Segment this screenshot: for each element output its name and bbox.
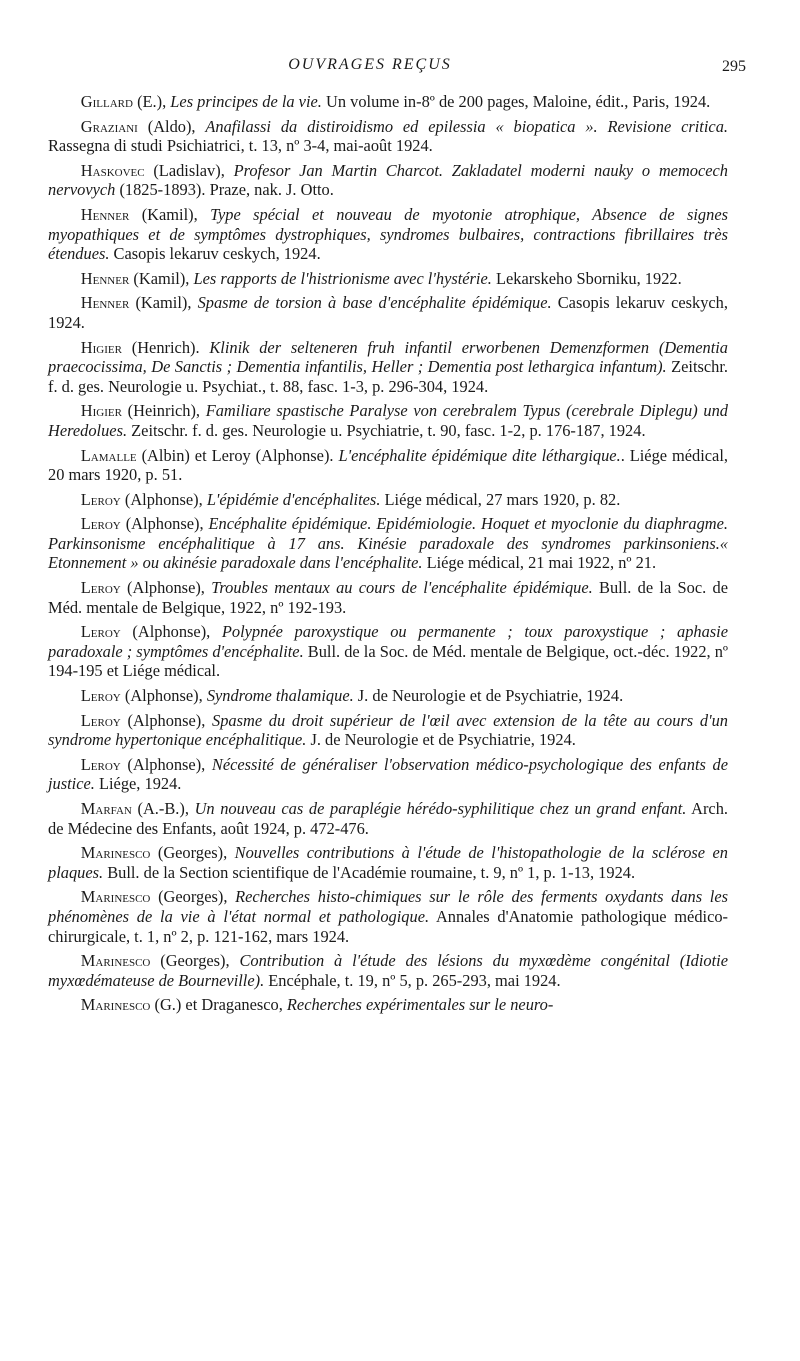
entry-author: Marinesco xyxy=(80,843,151,863)
entry-author: Marinesco xyxy=(80,887,151,907)
entry-author-details: (Heinrich), xyxy=(121,401,206,421)
entry-author: Marinesco xyxy=(80,951,151,971)
entry-title: Klinik der selteneren fruh infantil erworbenen Demenzformen (Dementia praecocissima, De Sanctis ; Dementia infantilis, Heller ; Dementia post lethargica infantum). xyxy=(48,337,729,377)
entry-author-details: (Alphonse), xyxy=(120,686,207,706)
bibliography-entry xyxy=(48,161,728,200)
entry-author-details: (E.), xyxy=(132,92,171,111)
entry-author: Marfan xyxy=(80,799,132,818)
entry-author-details: (Alphonse), xyxy=(120,578,212,598)
bibliography-entry xyxy=(48,490,728,510)
entry-publication: Rassegna di studi Psichiatrici, t. 13, nº 3-4, mai-août 1924. xyxy=(48,136,433,156)
entry-title: L'épidémie d'encéphalites. xyxy=(206,489,381,509)
bibliography-entry xyxy=(48,117,728,156)
entry-author: Gillard xyxy=(80,92,133,111)
entry-author: Higier xyxy=(80,401,122,421)
bibliography-entry xyxy=(48,401,728,440)
entry-author: Higier xyxy=(80,337,122,357)
entry-author-details: (Kamil), xyxy=(129,204,211,224)
entry-author: Leroy xyxy=(80,489,121,509)
entry-publication: Zeitschr. f. d. ges. Neurologie u. Psychiatrie, t. 90, fasc. 1-2, p. 176-187, 1924. xyxy=(127,420,646,440)
bibliography-entry xyxy=(48,622,728,681)
entry-publication: J. de Neurologie et de Psychiatrie, 1924. xyxy=(353,686,624,706)
entry-title: Un nouveau cas de paraplégie hérédo-syphilitique chez un grand enfant. xyxy=(194,799,687,818)
entry-title: Anafilassi da distiroidismo ed epilessia « biopatica ». Revisione critica. xyxy=(205,116,728,136)
bibliography-entry xyxy=(48,446,728,485)
bibliography-entry xyxy=(48,799,728,838)
entry-publication: J. de Neurologie et de Psychiatrie, 1924. xyxy=(306,730,576,750)
entry-author: Graziani xyxy=(80,116,138,136)
entry-author-details: (Alphonse), xyxy=(120,710,213,730)
bibliography-entry xyxy=(48,338,728,397)
entry-author-details: (Georges), xyxy=(150,887,236,907)
entry-title: L'encéphalite épidémique dite léthargique. xyxy=(338,445,621,465)
entry-publication: Lekarskeho Sborniku, 1922. xyxy=(491,268,682,288)
entry-author-details: (Kamil), xyxy=(129,293,198,313)
entry-title: Encéphalite épidémique. Epidémiologie. Hoquet et myoclonie du diaphragme. Parkinsonisme encéphalitique à 17 ans. Kinésie paradoxale des syndromes parkinsoniens.« Etonnement » ou akinésie paradoxale dans l'encéphalite. xyxy=(48,514,728,573)
entry-publication: Encéphale, t. 19, nº 5, p. 265-293, mai 1924. xyxy=(264,970,561,990)
entry-author: Leroy xyxy=(80,622,121,642)
bibliography-entry xyxy=(48,205,728,264)
entry-author: Haskovec xyxy=(80,160,145,180)
entry-publication: Casopis lekaruv ceskych, 1924. xyxy=(48,293,728,332)
entry-publication: Liége, 1924. xyxy=(94,774,182,794)
entry-author: Leroy xyxy=(80,686,121,706)
entry-author: Lamalle xyxy=(80,445,137,465)
entry-title: Troubles mentaux au cours de l'encéphalite épidémique. xyxy=(211,578,593,598)
entry-author: Leroy xyxy=(80,578,121,598)
entry-title: Contribution à l'étude des lésions du myxœdème congénital (Idiotie myxœdémateuse de Bourneville). xyxy=(48,951,728,990)
bibliography-entry xyxy=(48,887,728,946)
entry-author-details: (Georges), xyxy=(150,843,235,863)
entry-publication: Bull. de la Section scientifique de l'Académie roumaine, t. 9, nº 1, p. 1-13, 1924. xyxy=(103,862,636,882)
page-number: 295 xyxy=(722,58,746,75)
entry-publication: Liége médical, 21 mai 1922, nº 21. xyxy=(422,553,657,573)
entry-author: Marinesco xyxy=(80,995,151,1015)
entry-title: Spasme du droit supérieur de l'œil avec extension de la tête au cours d'un syndrome hypertonique encéphalitique. xyxy=(48,710,728,750)
entry-author-details: (Ladislav), xyxy=(144,160,234,180)
entry-author-details: (Alphonse), xyxy=(120,622,222,642)
bibliography-entry xyxy=(48,951,728,990)
entry-author: Leroy xyxy=(80,514,121,534)
bibliography-list xyxy=(48,92,728,1020)
bibliography-entry xyxy=(48,293,728,332)
page-header xyxy=(0,56,800,82)
bibliography-entry xyxy=(48,843,728,882)
entry-author-details: (Alphonse), xyxy=(120,514,209,534)
entry-publication: Un volume in-8º de 200 pages, Maloine, édit., Paris, 1924. xyxy=(321,92,711,111)
entry-publication: . Liége médical, 20 mars 1920, p. 51. xyxy=(48,445,728,485)
entry-title: Recherches expérimentales sur le neuro- xyxy=(286,995,554,1015)
bibliography-entry xyxy=(48,755,728,794)
entry-publication: Arch. de Médecine des Enfants, août 1924, p. 472-476. xyxy=(48,799,728,838)
entry-author: Henner xyxy=(80,268,130,288)
entry-title: Familiare spastische Paralyse von cerebralem Typus (cerebrale Diplegu) und Heredolues. xyxy=(48,401,728,440)
entry-title: Syndrome thalamique. xyxy=(206,686,354,706)
entry-title: Les principes de la vie. xyxy=(170,92,322,111)
entry-title: Spasme de torsion à base d'encéphalite épidémique. xyxy=(197,293,552,313)
entry-author: Henner xyxy=(80,293,130,313)
entry-publication: Bull. de la Soc. de Méd. mentale de Belgique, 1922, nº 192-193. xyxy=(48,578,728,617)
entry-title: Nécessité de généraliser l'observation médico-psychologique des enfants de justice. xyxy=(48,754,728,794)
bibliography-entry xyxy=(48,92,728,112)
entry-author: Leroy xyxy=(80,754,121,774)
entry-author-details: (Kamil), xyxy=(129,268,194,288)
entry-title: Les rapports de l'histrionisme avec l'hystérie. xyxy=(193,268,492,288)
entry-author: Leroy xyxy=(80,710,121,730)
entry-author-details: (Albin) et Leroy (Alphonse). xyxy=(136,445,339,465)
running-title: OUVRAGES REÇUS xyxy=(288,56,452,73)
entry-publication: Annales d'Anatomie pathologique médico-chirurgicale, t. 1, nº 2, p. 121-162, mars 1924. xyxy=(48,906,729,946)
entry-title: Profesor Jan Martin Charcot. Zakladatel moderni nauky o memocech nervovych xyxy=(48,160,728,200)
entry-publication: Bull. de la Soc. de Méd. mentale de Belgique, oct.-déc. 1922, nº 194-195 et Liége médical. xyxy=(48,641,728,681)
entry-author-details: (A.-B.), xyxy=(131,799,195,818)
entry-publication: (1825-1893). Praze, nak. J. Otto. xyxy=(115,180,334,200)
entry-author-details: (G.) et Draganesco, xyxy=(150,995,287,1015)
entry-publication: Zeitschr. f. d. ges. Neurologie u. Psychiat., t. 88, fasc. 1-3, p. 296-304, 1924. xyxy=(48,357,728,396)
entry-author-details: (Aldo), xyxy=(137,116,206,136)
entry-publication: Liége médical, 27 mars 1920, p. 82. xyxy=(380,489,621,509)
bibliography-entry xyxy=(48,269,728,289)
bibliography-entry xyxy=(48,995,728,1015)
entry-author-details: (Alphonse), xyxy=(120,489,207,509)
entry-author-details: (Georges), xyxy=(150,951,240,971)
entry-title: Recherches histo-chimiques sur le rôle des ferments oxydants dans les phénomènes de la vie à l'état normal et pathologique. xyxy=(48,887,729,926)
bibliography-entry xyxy=(48,514,728,573)
bibliography-entry xyxy=(48,711,728,750)
entry-author-details: (Henrich). xyxy=(121,337,210,357)
entry-title: Polypnée paroxystique ou permanente ; toux paroxystique ; aphasie paradoxale ; symptômes d'encéphalite. xyxy=(48,622,728,661)
bibliography-entry xyxy=(48,578,728,617)
entry-publication: Casopis lekaruv ceskych, 1924. xyxy=(109,244,321,264)
entry-author-details: (Alphonse), xyxy=(120,754,212,774)
entry-title: Nouvelles contributions à l'étude de l'histopathologie de la sclérose en plaques. xyxy=(48,843,728,882)
entry-author: Henner xyxy=(80,204,130,224)
bibliography-entry xyxy=(48,686,728,706)
entry-title: Type spécial et nouveau de myotonie atrophique, Absence de signes myopathiques et de symptômes dystrophiques, syndromes bulbaires, contractions fibrillaires très étendues. xyxy=(48,204,728,264)
